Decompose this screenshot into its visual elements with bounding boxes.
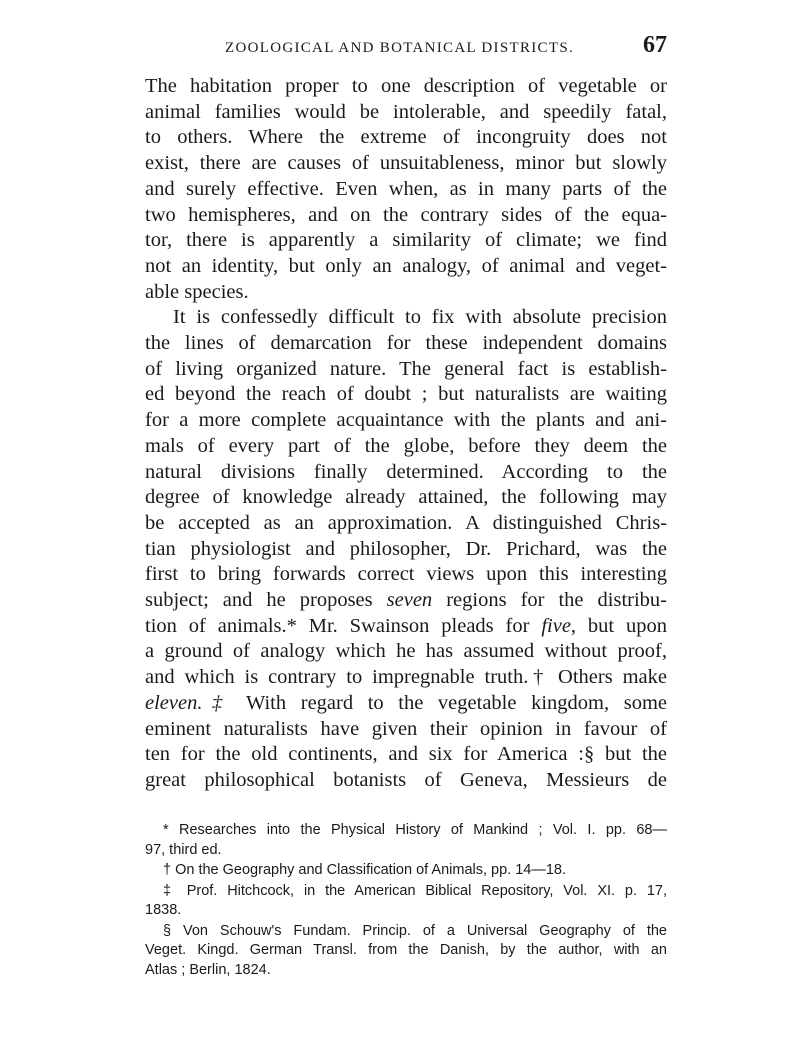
- paragraph: [145, 305, 667, 793]
- italic-word: five: [541, 614, 571, 637]
- text-segment: , but upon: [570, 614, 668, 637]
- text-line: two hemispheres, and on the contrary sides of the equa-: [145, 203, 667, 226]
- text-segment: subject; and he proposes: [145, 589, 373, 612]
- text-line: to others. Where the extreme of incongruity does not: [145, 126, 667, 149]
- text-line: natural divisions finally determined. According to the: [145, 460, 667, 483]
- footnote: [145, 861, 667, 881]
- text-line: not an identity, but only an analogy, of animal and veget-: [145, 254, 667, 277]
- text-line: and surely effective. Even when, as in many parts of the: [145, 177, 667, 200]
- text-line: mals of every part of the globe, before they deem the: [145, 434, 667, 457]
- italic-word: eleven.‡: [145, 691, 232, 714]
- text-line: exist, there are causes of unsuitableness, minor but slowly: [145, 152, 667, 175]
- page-number: 67: [643, 32, 667, 58]
- text-line: great philosophical botanists of Geneva, Messieurs de: [145, 768, 667, 791]
- footnote-line: 1838.: [145, 902, 182, 918]
- footnotes: [145, 821, 667, 980]
- footnote-line: § Von Schouw's Fundam. Princip. of a Universal Geography of the: [163, 922, 667, 939]
- text-segment: With regard to the vegetable kingdom, some: [245, 691, 667, 714]
- text-line: and which is contrary to impregnable truth.† Others make: [145, 666, 667, 689]
- text-segment: regions for the distribu-: [446, 589, 668, 612]
- text-line: ed beyond the reach of doubt ; but naturalists are waiting: [145, 383, 667, 406]
- running-head: [145, 32, 667, 64]
- text-line: The habitation proper to one description of vegetable or: [145, 75, 667, 97]
- paragraph: [145, 74, 667, 305]
- text-line: tor, there is apparently a similarity of climate; we find: [145, 229, 667, 252]
- text-segment: tion of animals.* Mr. Swainson pleads for: [145, 614, 530, 637]
- footnote: [145, 922, 667, 981]
- text-line: ten for the old continents, and six for America :§ but the: [145, 743, 667, 766]
- text-line: It is confessedly difficult to fix with absolute precision: [173, 306, 667, 329]
- text-line: tian physiologist and philosopher, Dr. Prichard, was the: [145, 537, 667, 560]
- footnote: [145, 882, 667, 921]
- text-line: degree of knowledge already attained, the following may: [145, 486, 667, 509]
- footnote: [145, 821, 667, 860]
- italic-word: seven: [386, 589, 433, 612]
- text-line: [145, 691, 667, 717]
- text-line: [145, 588, 667, 614]
- footnote-line: * Researches into the Physical History of Mankind ; Vol. I. pp. 68—: [163, 822, 667, 838]
- text-line: a ground of analogy which he has assumed without proof,: [145, 640, 667, 663]
- text-line: [145, 614, 667, 640]
- body-text: [145, 74, 667, 794]
- running-title: ZOOLOGICAL AND BOTANICAL DISTRICTS.: [225, 40, 575, 56]
- text-line: of living organized nature. The general fact is establish-: [145, 357, 667, 380]
- footnote-line: Atlas ; Berlin, 1824.: [145, 961, 271, 978]
- text-line: the lines of demarcation for these independent domains: [145, 332, 667, 355]
- footnote-line: † On the Geography and Classification of Animals, pp. 14—18.: [163, 862, 567, 878]
- text-line: be accepted as an approximation. A distinguished Chris-: [145, 511, 667, 534]
- text-line: for a more complete acquaintance with the plants and ani-: [145, 409, 667, 432]
- text-line: able species.: [145, 280, 249, 303]
- footnote-line: ‡ Prof. Hitchcock, in the American Biblical Repository, Vol. XI. p. 17,: [163, 882, 667, 899]
- footnote-line: Veget. Kingd. German Transl. from the Danish, by the author, with an: [145, 942, 667, 958]
- text-line: eminent naturalists have given their opinion in favour of: [145, 717, 667, 740]
- text-line: animal families would be intolerable, and speedily fatal,: [145, 100, 667, 123]
- text-line: first to bring forwards correct views upon this interesting: [145, 563, 667, 586]
- footnote-line: 97, third ed.: [145, 841, 222, 858]
